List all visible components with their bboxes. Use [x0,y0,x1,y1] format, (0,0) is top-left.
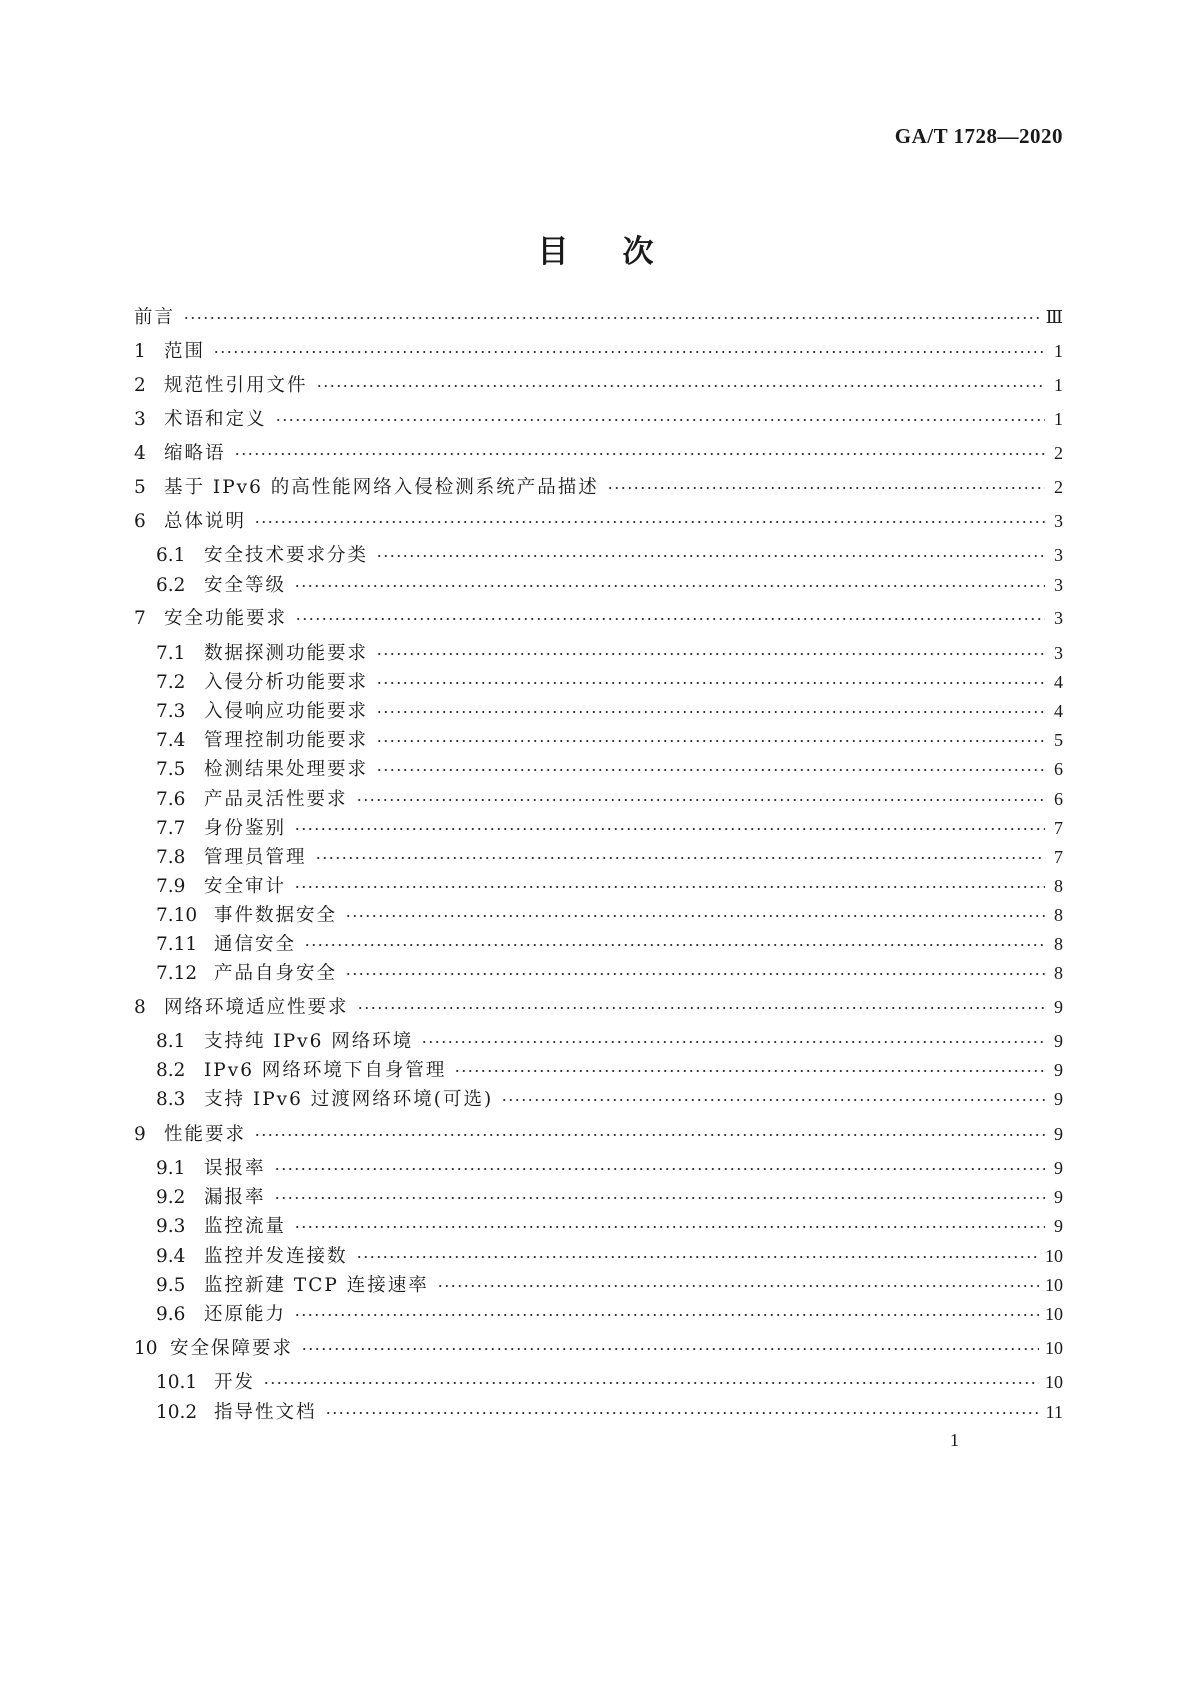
toc-leader-dots [294,874,1045,894]
toc-entry-number: 7.10 [156,905,198,926]
toc-leader-dots [254,1122,1045,1142]
toc-entry-number: 10 [134,1338,158,1359]
toc-entry [156,571,1063,598]
toc-leader-dots [356,787,1045,807]
toc-leader-dots [234,441,1045,461]
toc-entry [156,814,1063,841]
toc-leader-dots [301,1336,1039,1356]
toc-entry-label: 安全技术要求分类 [204,545,369,566]
toc-entry [156,1056,1063,1083]
toc-entry-number: 7.11 [156,934,198,955]
toc-leader-dots [183,305,1040,325]
toc-entry-page: 9 [1054,1187,1063,1207]
toc-entry-number: 10.2 [156,1402,198,1423]
toc-entry [156,1212,1063,1239]
toc-entry-label: 还原能力 [204,1304,287,1325]
toc-entry-label: 网络环境适应性要求 [164,997,349,1018]
toc-entry [156,901,1063,928]
toc-leader-dots [501,1087,1045,1107]
toc-entry-page: 1 [1054,375,1063,395]
toc-leader-dots [304,932,1045,952]
toc-entry-number: 7.3 [156,701,186,722]
toc-entry [156,1027,1063,1054]
toc-entry-page: 3 [1054,511,1063,531]
toc-entry-label: 缩略语 [164,443,226,464]
toc-entry-page: 10 [1045,1338,1063,1358]
toc-leader-dots [607,475,1045,495]
toc-entry-label: 产品灵活性要求 [204,789,348,810]
toc-entry [156,872,1063,899]
toc-leader-dots [274,1185,1045,1205]
toc-entry-number: 3 [134,409,146,430]
toc-leader-dots [274,1156,1045,1176]
toc-entry-page: 5 [1054,730,1063,750]
toc-leader-dots [454,1058,1045,1078]
toc-entry-page: 7 [1054,818,1063,838]
toc-entry-label: 通信安全 [214,934,297,955]
toc-leader-dots [345,903,1045,923]
toc-entry-page: 9 [1054,997,1063,1017]
toc-entry-number: 7.7 [156,818,186,839]
toc-entry-page: 4 [1054,672,1063,692]
toc-entry-label: 入侵响应功能要求 [204,701,369,722]
toc-entry [134,439,1063,466]
toc-leader-dots [213,339,1045,359]
toc-entry-label: IPv6 网络环境下自身管理 [204,1060,447,1081]
toc-entry-page: 1 [1054,409,1063,429]
toc-leader-dots [376,670,1045,690]
toc-entry-page: 9 [1054,1124,1063,1144]
toc-entry-number: 5 [134,477,146,498]
toc-entry-label: 事件数据安全 [214,905,338,926]
toc-entry-page: 9 [1054,1216,1063,1236]
toc-entry-label: 监控新建 TCP 连接速率 [204,1275,429,1296]
toc-entry-label: 入侵分析功能要求 [204,672,369,693]
toc-entry-page: 8 [1054,876,1063,896]
toc-entry-label: 检测结果处理要求 [204,759,369,780]
toc-entry-number: 7.5 [156,759,186,780]
toc-entry-number: 7.8 [156,847,186,868]
toc-entry-label: 指导性文档 [214,1402,317,1423]
toc-entry [134,371,1063,398]
toc-leader-dots [376,728,1045,748]
toc-entry-number: 9.4 [156,1246,186,1267]
page-title: 目次 [537,234,708,270]
toc-entry-number: 6.1 [156,545,186,566]
toc-entry-page: 3 [1054,643,1063,663]
toc-entry-label: 误报率 [204,1158,266,1179]
toc-leader-dots [294,1214,1045,1234]
toc-entry-page: 10 [1045,1372,1063,1392]
toc-entry [134,303,1063,330]
toc-entry-label: 漏报率 [204,1187,266,1208]
toc-entry-label: 管理员管理 [204,847,307,868]
toc-entry [156,1242,1063,1269]
toc-entry [156,726,1063,753]
toc-entry-number: 4 [134,443,146,464]
toc-entry-page: 7 [1054,847,1063,867]
toc-leader-dots [295,606,1045,626]
toc-entry-page: 8 [1054,963,1063,983]
toc-leader-dots [316,373,1045,393]
toc-entry-page: 11 [1045,1402,1063,1422]
toc-entry [156,639,1063,666]
toc-entry-label: 安全保障要求 [170,1338,294,1359]
toc-entry-label: 安全等级 [204,575,287,596]
toc-leader-dots [437,1273,1039,1293]
toc-leader-dots [275,407,1045,427]
toc-entry-label: 安全审计 [204,876,287,897]
toc-entry-page: 9 [1054,1089,1063,1109]
toc-entry [134,993,1063,1020]
toc-entry [134,405,1063,432]
toc-entry [156,785,1063,812]
toc-entry-page: 2 [1054,443,1063,463]
toc-entry-page: 2 [1054,477,1063,497]
toc-entry-number: 7.6 [156,789,186,810]
toc-entry-page: 3 [1054,608,1063,628]
toc-entry-number: 8 [134,997,146,1018]
toc-entry-number: 6.2 [156,575,186,596]
toc-entry-page: 9 [1054,1031,1063,1051]
toc-entry-number: 7.9 [156,876,186,897]
toc-entry [156,668,1063,695]
toc-leader-dots [294,573,1045,593]
toc-entry [134,337,1063,364]
toc-entry-label: 前言 [134,307,176,328]
toc-entry-number: 8.1 [156,1031,186,1052]
toc-leader-dots [357,995,1045,1015]
toc-entry-number: 9.5 [156,1275,186,1296]
toc-leader-dots [325,1400,1040,1420]
toc-entry-label: 开发 [214,1372,256,1393]
toc-entry-page: Ⅲ [1045,307,1063,327]
toc-entry [134,604,1063,631]
toc-entry [156,959,1063,986]
toc-entry [156,1183,1063,1210]
toc-leader-dots [376,641,1045,661]
toc-entry-page: 8 [1054,905,1063,925]
toc-entry [134,1334,1063,1361]
toc-entry-label: 监控并发连接数 [204,1246,348,1267]
toc-entry [156,1300,1063,1327]
toc-leader-dots [263,1370,1039,1390]
toc-entry-page: 9 [1054,1158,1063,1178]
toc-entry-page: 1 [1054,341,1063,361]
toc-entry [156,1085,1063,1112]
toc-entry-number: 10.1 [156,1372,198,1393]
toc-leader-dots [294,1302,1039,1322]
toc-entry-label: 总体说明 [164,511,247,532]
toc-entry-number: 9.6 [156,1304,186,1325]
toc-entry-label: 规范性引用文件 [164,375,308,396]
toc-entry-page: 4 [1054,701,1063,721]
toc-entry-page: 6 [1054,759,1063,779]
toc-entry-label: 性能要求 [164,1124,247,1145]
toc-leader-dots [345,961,1045,981]
toc-entry-number: 1 [134,341,146,362]
toc-entry [156,1271,1063,1298]
toc-entry [156,930,1063,957]
toc-entry-label: 支持 IPv6 过渡网络环境(可选) [204,1089,494,1110]
toc-entry [134,507,1063,534]
toc-entry-page: 10 [1045,1246,1063,1266]
standard-number: GA/T 1728—2020 [894,124,1063,148]
toc-entry [134,1120,1063,1147]
toc-leader-dots [376,757,1045,777]
toc-entry-number: 7.1 [156,643,186,664]
page-number: 1 [950,1430,959,1450]
toc-entry-number: 9 [134,1124,146,1145]
toc-entry-number: 8.2 [156,1060,186,1081]
toc-entry-page: 3 [1054,575,1063,595]
toc-entry-page: 6 [1054,789,1063,809]
toc-entry-label: 身份鉴别 [204,818,287,839]
toc-entry-number: 9.3 [156,1216,186,1237]
toc-entry-label: 产品自身安全 [214,963,338,984]
toc-entry-number: 9.2 [156,1187,186,1208]
toc-entry-number: 9.1 [156,1158,186,1179]
toc-entry-label: 数据探测功能要求 [204,643,369,664]
toc-leader-dots [294,816,1045,836]
toc-entry-page: 3 [1054,545,1063,565]
toc-entry [156,843,1063,870]
toc-entry [156,541,1063,568]
toc-entry-label: 支持纯 IPv6 网络环境 [204,1031,414,1052]
toc-entry [134,473,1063,500]
toc-entry-number: 7.12 [156,963,198,984]
toc-leader-dots [254,509,1045,529]
toc-entry-label: 安全功能要求 [164,608,288,629]
toc-entry-label: 范围 [164,341,206,362]
toc-leader-dots [356,1244,1039,1264]
toc-entry-page: 10 [1045,1275,1063,1295]
toc-entry-number: 6 [134,511,146,532]
toc-leader-dots [376,699,1045,719]
toc-leader-dots [421,1029,1045,1049]
toc-entry-page: 9 [1054,1060,1063,1080]
toc-entry-label: 基于 IPv6 的高性能网络入侵检测系统产品描述 [164,477,599,498]
toc-entry-page: 8 [1054,934,1063,954]
toc-entry-label: 管理控制功能要求 [204,730,369,751]
toc-entry-number: 2 [134,375,146,396]
toc-entry-page: 10 [1045,1304,1063,1324]
toc-entry-number: 8.3 [156,1089,186,1110]
toc-entry [156,755,1063,782]
toc-entry-number: 7 [134,608,146,629]
toc-entry [156,1398,1063,1425]
toc-entry-label: 术语和定义 [164,409,267,430]
toc-entry [156,697,1063,724]
toc-entry-label: 监控流量 [204,1216,287,1237]
toc-entry [156,1154,1063,1181]
toc-entry-number: 7.4 [156,730,186,751]
toc-entry [156,1368,1063,1395]
toc-leader-dots [315,845,1045,865]
toc-entry-number: 7.2 [156,672,186,693]
toc-leader-dots [376,543,1045,563]
